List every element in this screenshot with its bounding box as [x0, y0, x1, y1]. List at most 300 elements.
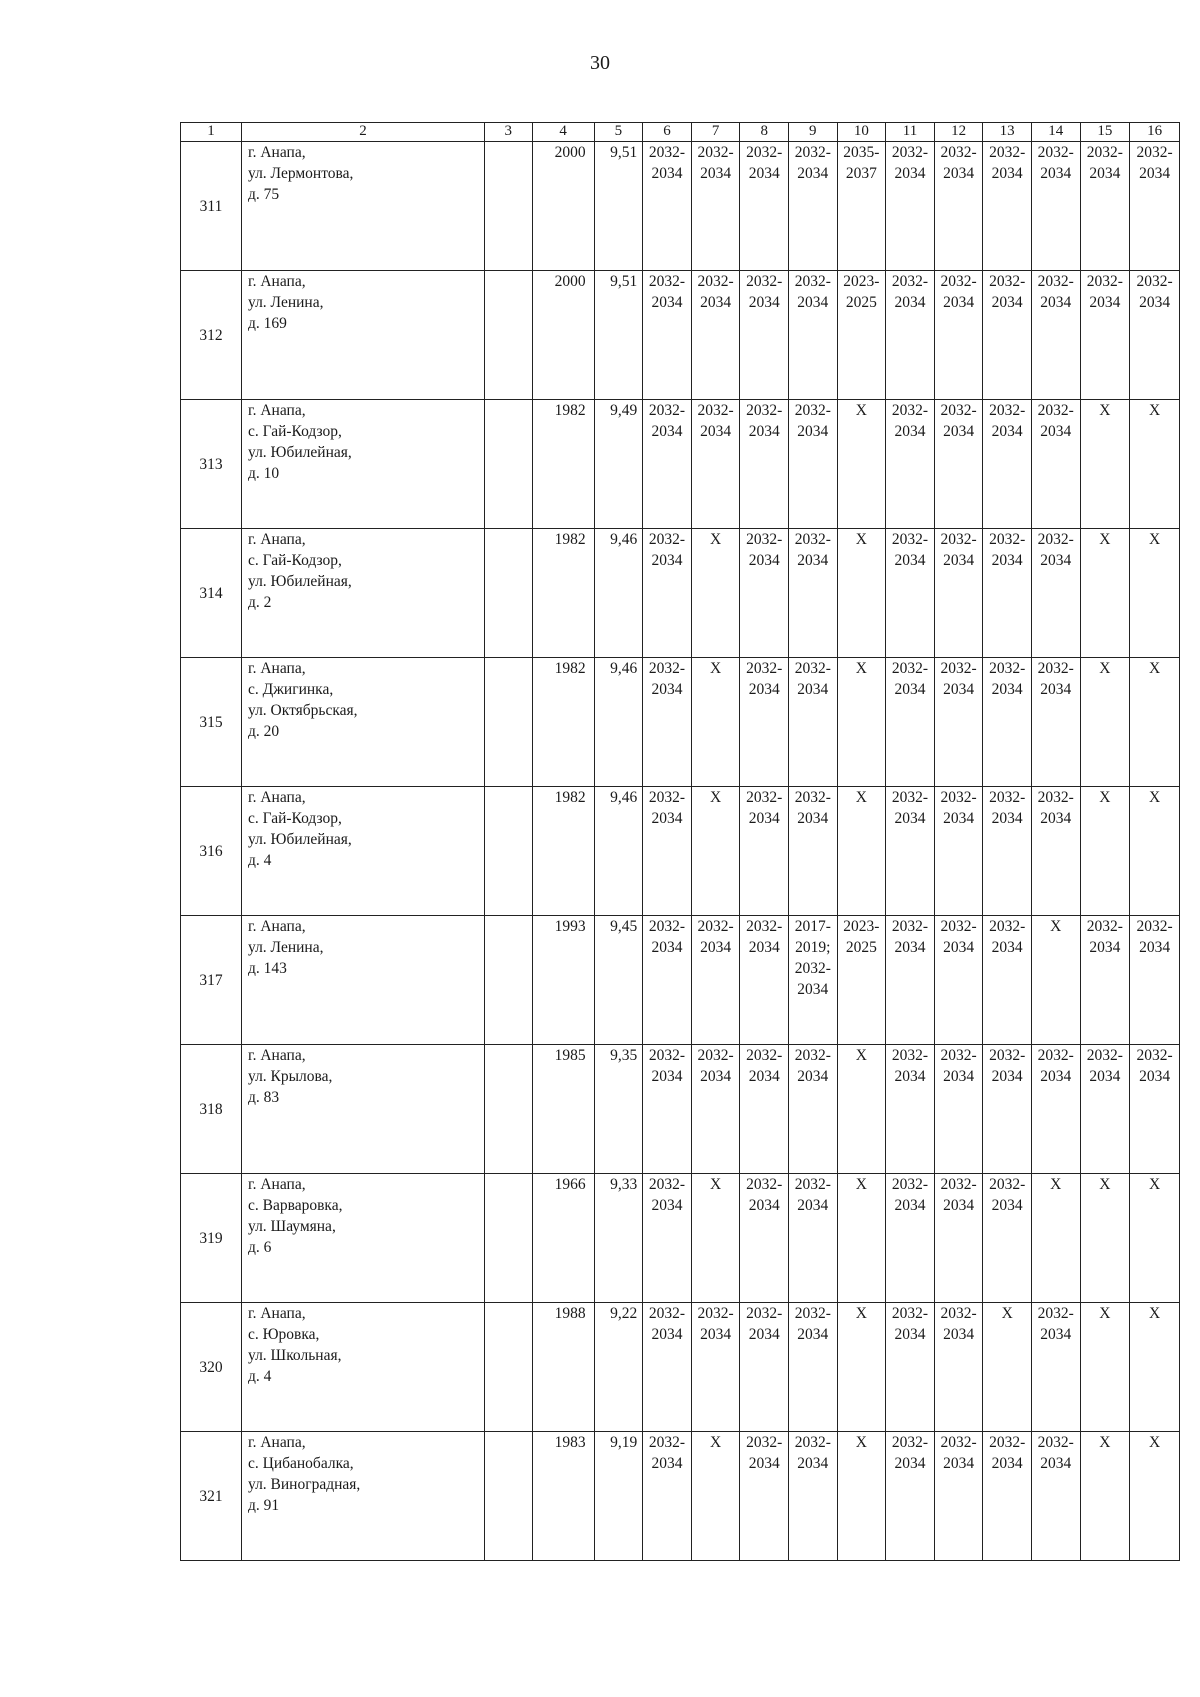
column-number-header: 9 [789, 123, 838, 142]
value-cell: 9,22 [594, 1303, 643, 1432]
period-line: 2034 [1040, 1326, 1072, 1343]
row-number-cell: 317 [181, 916, 242, 1045]
repair-period-cell [740, 1303, 789, 1432]
period-line: 2025 [845, 294, 877, 311]
period-line: 2034 [991, 1197, 1023, 1214]
row-number-cell: 316 [181, 787, 242, 916]
column-3-cell [485, 1432, 533, 1561]
year-cell: 1983 [532, 1432, 594, 1561]
repair-period-cell [886, 400, 935, 529]
repair-period-cell [837, 658, 886, 787]
period-line: 2034 [797, 1326, 829, 1343]
period-line: 2034 [797, 1455, 829, 1472]
period-line: 2034 [651, 423, 683, 440]
period-line: 2034 [748, 165, 780, 182]
period-line: 2032- [1037, 1434, 1074, 1451]
period-line: X [1001, 1305, 1013, 1322]
period-line: X [710, 660, 722, 677]
period-line: X [1099, 531, 1111, 548]
period-line: 2032- [746, 1176, 783, 1193]
period-line: X [1099, 1434, 1111, 1451]
column-number-header: 15 [1080, 123, 1130, 142]
period-line: 2034 [894, 165, 926, 182]
period-line: 2034 [797, 981, 829, 998]
repair-period-cell [934, 271, 983, 400]
period-line: 2034 [943, 294, 975, 311]
repair-period-cell [934, 529, 983, 658]
address-line: г. Анапа, [248, 1047, 306, 1064]
address-line: д. 143 [248, 960, 287, 977]
period-line: 2034 [943, 1455, 975, 1472]
period-line: 2023- [843, 273, 880, 290]
repair-period-cell [691, 1303, 740, 1432]
period-line: 2032- [891, 660, 929, 677]
period-line: 2032- [891, 531, 929, 548]
address-line: г. Анапа, [248, 1434, 306, 1451]
repair-period-cell [691, 658, 740, 787]
repair-period-cell [1080, 1432, 1130, 1561]
period-line: 2032- [794, 402, 831, 419]
period-line: 2032- [940, 144, 977, 161]
period-line: 2032- [648, 660, 686, 677]
address-line: г. Анапа, [248, 402, 306, 419]
address-line: с. Джигинка, [248, 681, 334, 698]
period-line: X [1148, 531, 1161, 548]
period-line: 2034 [748, 1455, 780, 1472]
period-line: 2023- [843, 918, 880, 935]
repair-period-cell [983, 400, 1032, 529]
period-line: 2034 [1040, 810, 1072, 827]
period-line: 2032- [1086, 1047, 1123, 1064]
period-line: X [1099, 660, 1111, 677]
address-cell [242, 529, 485, 658]
period-line: 2032- [697, 918, 734, 935]
table-row [181, 658, 1180, 787]
table-row [181, 787, 1180, 916]
repair-period-cell [691, 529, 740, 658]
repair-period-cell [1130, 271, 1180, 400]
year-cell: 1982 [532, 529, 594, 658]
repair-period-cell [789, 1045, 838, 1174]
column-number-header: 6 [643, 123, 692, 142]
period-line: 2034 [797, 681, 829, 698]
repair-period-cell [934, 1303, 983, 1432]
repair-period-cell [1080, 916, 1130, 1045]
period-line: 2032- [891, 402, 929, 419]
row-number-cell: 311 [181, 142, 242, 271]
value-cell: 9,49 [594, 400, 643, 529]
year-cell: 1966 [532, 1174, 594, 1303]
repair-period-cell [1130, 529, 1180, 658]
period-line: 2034 [1089, 1068, 1121, 1085]
period-line: 2034 [894, 423, 926, 440]
period-line: 2032- [1086, 918, 1123, 935]
column-number-header: 11 [886, 123, 935, 142]
table-row [181, 271, 1180, 400]
repair-period-cell [740, 1432, 789, 1561]
period-line: 2034 [797, 1197, 829, 1214]
address-cell [242, 787, 485, 916]
period-line: 2032- [794, 1047, 831, 1064]
period-line: 2032- [794, 273, 831, 290]
repair-period-cell [643, 916, 692, 1045]
repair-period-cell [1031, 529, 1080, 658]
column-number-header: 16 [1130, 123, 1180, 142]
repair-period-cell [934, 400, 983, 529]
repair-period-cell [1080, 142, 1130, 271]
period-line: 2032- [794, 1305, 831, 1322]
period-line: 2032- [891, 1434, 929, 1451]
repair-period-cell [740, 1174, 789, 1303]
period-line: 2034 [894, 681, 926, 698]
column-3-cell [485, 658, 533, 787]
repair-period-cell [1080, 658, 1130, 787]
repair-period-cell [837, 142, 886, 271]
address-line: г. Анапа, [248, 789, 306, 806]
repair-period-cell [886, 658, 935, 787]
repair-period-cell [1031, 916, 1080, 1045]
repair-period-cell [837, 1432, 886, 1561]
repair-period-cell [1031, 271, 1080, 400]
repair-period-cell [789, 529, 838, 658]
repair-period-cell [1080, 400, 1130, 529]
period-line: 2032- [648, 1176, 686, 1193]
period-line: 2032- [648, 1434, 686, 1451]
table-row [181, 142, 1180, 271]
period-line: X [1148, 1176, 1161, 1193]
address-cell [242, 400, 485, 529]
row-number-cell: 315 [181, 658, 242, 787]
period-line: 2034 [1040, 423, 1072, 440]
period-line: 2032- [746, 1047, 783, 1064]
period-line: 2032- [648, 789, 686, 806]
address-line: ул. Ленина, [248, 939, 324, 956]
repair-period-cell [1031, 400, 1080, 529]
repair-period-cell [934, 1045, 983, 1174]
period-line: 2032- [940, 1434, 977, 1451]
period-line: 2032- [940, 789, 977, 806]
period-line: 2032- [940, 660, 977, 677]
period-line: 2032- [940, 273, 977, 290]
column-number-header: 8 [740, 123, 789, 142]
value-cell: 9,33 [594, 1174, 643, 1303]
period-line: 2032- [891, 1047, 929, 1064]
period-line: 2032- [1136, 144, 1173, 161]
repair-period-cell [643, 1303, 692, 1432]
table-row [181, 1432, 1180, 1561]
column-number-header: 2 [242, 123, 485, 142]
period-line: X [1148, 402, 1161, 419]
repair-period-cell [983, 1174, 1032, 1303]
period-line: 2034 [1089, 939, 1121, 956]
repair-period-cell [740, 1045, 789, 1174]
period-line: 2034 [943, 810, 975, 827]
repair-period-cell [983, 529, 1032, 658]
column-number-header: 14 [1031, 123, 1080, 142]
repair-period-cell [837, 1174, 886, 1303]
address-line: г. Анапа, [248, 531, 306, 548]
period-line: 2034 [1139, 939, 1171, 956]
period-line: 2034 [651, 681, 683, 698]
period-line: 2034 [991, 681, 1023, 698]
period-line: 2034 [700, 1326, 732, 1343]
period-line: 2032- [940, 1176, 977, 1193]
value-cell: 9,45 [594, 916, 643, 1045]
value-cell: 9,51 [594, 271, 643, 400]
repair-period-cell [934, 916, 983, 1045]
period-line: 2034 [797, 423, 829, 440]
period-line: 2034 [651, 1068, 683, 1085]
column-3-cell [485, 787, 533, 916]
address-line: д. 6 [248, 1239, 272, 1256]
column-3-cell [485, 1303, 533, 1432]
period-line: 2034 [1040, 1068, 1072, 1085]
period-line: 2032- [794, 789, 831, 806]
column-3-cell [485, 1174, 533, 1303]
repair-period-cell [740, 142, 789, 271]
period-line: 2034 [1040, 1455, 1072, 1472]
repair-period-cell [789, 400, 838, 529]
column-3-cell [485, 142, 533, 271]
period-line: 2032- [794, 1176, 831, 1193]
repair-period-cell [886, 787, 935, 916]
period-line: 2034 [943, 1326, 975, 1343]
period-line: 2034 [700, 939, 732, 956]
column-number-header: 10 [837, 123, 886, 142]
address-line: ул. Ленина, [248, 294, 324, 311]
period-line: 2032- [989, 1434, 1026, 1451]
column-number-header: 5 [594, 123, 643, 142]
page-number: 30 [590, 52, 610, 74]
column-3-cell [485, 1045, 533, 1174]
table-row [181, 1045, 1180, 1174]
period-line: 2034 [991, 552, 1023, 569]
period-line: 2035- [843, 144, 880, 161]
period-line: X [855, 1305, 867, 1322]
year-cell: 2000 [532, 142, 594, 271]
period-line: 2034 [1040, 681, 1072, 698]
period-line: 2034 [748, 939, 780, 956]
repair-period-cell [983, 787, 1032, 916]
period-line: 2032- [648, 1305, 686, 1322]
period-line: X [710, 1434, 722, 1451]
period-line: 2032- [746, 1305, 783, 1322]
period-line: 2034 [651, 1326, 683, 1343]
period-line: 2032- [891, 273, 929, 290]
period-line: 2034 [894, 810, 926, 827]
period-line: 2032- [746, 144, 783, 161]
period-line: X [1148, 1305, 1161, 1322]
period-line: 2034 [651, 810, 683, 827]
period-line: X [1099, 1305, 1111, 1322]
period-line: 2032- [1136, 918, 1173, 935]
period-line: 2034 [894, 1197, 926, 1214]
repair-period-cell [691, 787, 740, 916]
repair-period-cell [1130, 400, 1180, 529]
column-3-cell [485, 529, 533, 658]
repair-period-cell [983, 271, 1032, 400]
address-cell [242, 916, 485, 1045]
repair-period-cell [1130, 787, 1180, 916]
repair-period-cell [1080, 271, 1130, 400]
repair-period-cell [983, 1045, 1032, 1174]
period-line: 2034 [1040, 165, 1072, 182]
period-line: X [1148, 789, 1161, 806]
period-line: 2032- [697, 144, 734, 161]
repair-period-cell [643, 142, 692, 271]
period-line: 2034 [797, 552, 829, 569]
address-cell [242, 271, 485, 400]
period-line: 2034 [943, 939, 975, 956]
housing-repair-table [180, 122, 1180, 1561]
period-line: 2034 [991, 1455, 1023, 1472]
period-line: 2034 [748, 1326, 780, 1343]
period-line: 2034 [748, 294, 780, 311]
period-line: 2034 [748, 552, 780, 569]
period-line: 2034 [894, 294, 926, 311]
repair-period-cell [789, 271, 838, 400]
repair-period-cell [789, 916, 838, 1045]
period-line: 2034 [1089, 294, 1121, 311]
repair-period-cell [983, 658, 1032, 787]
repair-period-cell [691, 916, 740, 1045]
value-cell: 9,51 [594, 142, 643, 271]
repair-period-cell [934, 787, 983, 916]
period-line: 2032- [794, 960, 831, 977]
repair-period-cell [1080, 1045, 1130, 1174]
repair-period-cell [837, 787, 886, 916]
period-line: 2032- [989, 918, 1026, 935]
address-line: с. Гай-Кодзор, [248, 810, 342, 827]
period-line: 2034 [700, 294, 732, 311]
repair-period-cell [886, 1432, 935, 1561]
repair-period-cell [1031, 142, 1080, 271]
address-cell [242, 658, 485, 787]
value-cell: 9,46 [594, 658, 643, 787]
period-line: 2032- [989, 402, 1026, 419]
column-number-header: 3 [485, 123, 533, 142]
year-cell: 1982 [532, 787, 594, 916]
period-line: 2032- [1037, 789, 1074, 806]
repair-period-cell [983, 142, 1032, 271]
period-line: 2034 [1040, 294, 1072, 311]
repair-period-cell [740, 400, 789, 529]
column-number-header: 1 [181, 123, 242, 142]
period-line: 2032- [1037, 660, 1074, 677]
period-line: 2034 [1139, 165, 1171, 182]
period-line: 2032- [648, 402, 686, 419]
period-line: 2037 [845, 165, 877, 182]
period-line: X [1148, 660, 1161, 677]
period-line: 2034 [797, 1068, 829, 1085]
period-line: 2034 [894, 1326, 926, 1343]
address-line: с. Гай-Кодзор, [248, 423, 342, 440]
period-line: 2034 [1139, 294, 1171, 311]
period-line: 2032- [697, 273, 734, 290]
column-number-header: 12 [934, 123, 983, 142]
period-line: 2032- [1037, 531, 1074, 548]
address-line: д. 169 [248, 315, 287, 332]
value-cell: 9,46 [594, 529, 643, 658]
repair-period-cell [1080, 1174, 1130, 1303]
row-number-cell: 320 [181, 1303, 242, 1432]
year-cell: 1988 [532, 1303, 594, 1432]
address-line: д. 10 [248, 465, 280, 482]
period-line: 2032- [648, 1047, 686, 1064]
year-cell: 1982 [532, 658, 594, 787]
address-line: д. 4 [248, 852, 272, 869]
address-line: ул. Октябрьская, [248, 702, 358, 719]
period-line: 2034 [991, 165, 1023, 182]
repair-period-cell [691, 400, 740, 529]
repair-period-cell [1031, 1174, 1080, 1303]
column-3-cell [485, 271, 533, 400]
period-line: 2032- [989, 531, 1026, 548]
address-line: с. Варваровка, [248, 1197, 343, 1214]
address-line: д. 75 [248, 186, 280, 203]
period-line: 2034 [943, 165, 975, 182]
repair-period-cell [740, 271, 789, 400]
period-line: 2032- [794, 531, 831, 548]
period-line: 2032- [697, 1305, 734, 1322]
period-line: 2032- [794, 1434, 831, 1451]
repair-period-cell [983, 1432, 1032, 1561]
period-line: 2032- [1086, 273, 1123, 290]
repair-period-cell [983, 916, 1032, 1045]
period-line: X [1050, 918, 1062, 935]
period-line: 2034 [797, 810, 829, 827]
repair-period-cell [1031, 1432, 1080, 1561]
period-line: X [1099, 402, 1111, 419]
period-line: 2032- [989, 1176, 1026, 1193]
address-line: г. Анапа, [248, 273, 306, 290]
period-line: 2034 [1139, 1068, 1171, 1085]
period-line: 2032- [1037, 144, 1074, 161]
address-line: д. 83 [248, 1089, 280, 1106]
repair-period-cell [740, 658, 789, 787]
repair-period-cell [886, 529, 935, 658]
period-line: 2032- [697, 402, 734, 419]
column-3-cell [485, 400, 533, 529]
period-line: 2032- [794, 144, 831, 161]
address-cell [242, 1432, 485, 1561]
period-line: 2034 [943, 1197, 975, 1214]
period-line: 2034 [991, 294, 1023, 311]
repair-period-cell [691, 271, 740, 400]
row-number-cell: 319 [181, 1174, 242, 1303]
period-line: X [1099, 789, 1111, 806]
table-body [181, 142, 1180, 1561]
period-line: X [1148, 1434, 1161, 1451]
column-number-header: 13 [983, 123, 1032, 142]
repair-period-cell [740, 787, 789, 916]
repair-period-cell [837, 916, 886, 1045]
address-line: д. 20 [248, 723, 280, 740]
repair-period-cell [886, 271, 935, 400]
table-row [181, 1174, 1180, 1303]
period-line: 2032- [648, 273, 686, 290]
period-line: 2019; [795, 939, 831, 956]
period-line: 2032- [1086, 144, 1123, 161]
address-line: г. Анапа, [248, 144, 306, 161]
repair-period-cell [789, 658, 838, 787]
period-line: X [855, 531, 867, 548]
address-line: ул. Шаумяна, [248, 1218, 336, 1235]
repair-period-cell [789, 787, 838, 916]
repair-period-cell [643, 1174, 692, 1303]
period-line: 2032- [1037, 402, 1074, 419]
period-line: 2032- [1037, 1047, 1074, 1064]
